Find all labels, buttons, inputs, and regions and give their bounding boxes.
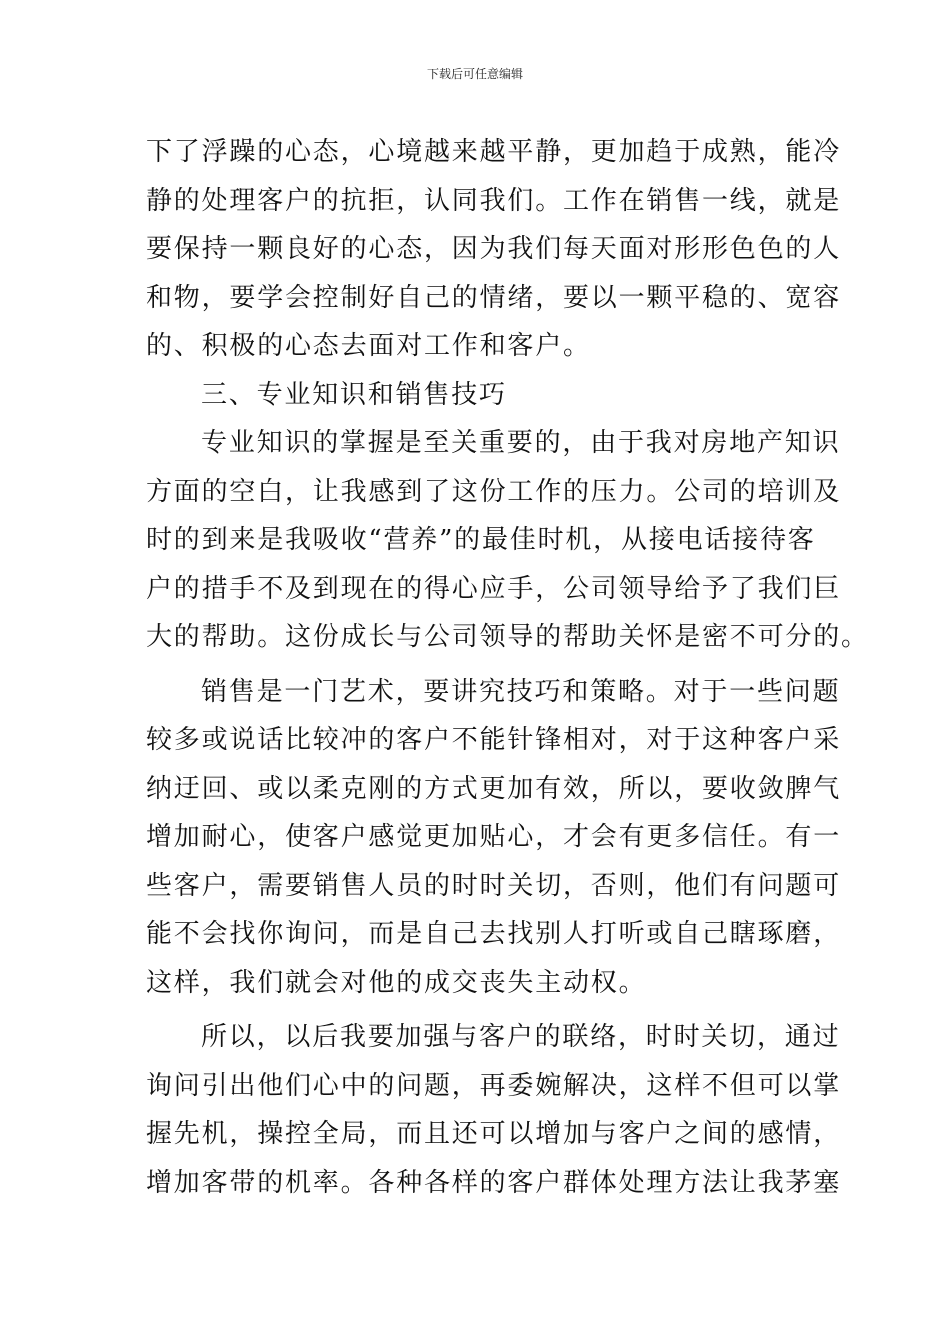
paragraph-line: 的、积极的心态去面对工作和客户。 bbox=[146, 331, 591, 361]
paragraph-line: 和物，要学会控制好自己的情绪，要以一颗平稳的、宽容 bbox=[146, 282, 842, 313]
section-heading: 三、专业知识和销售技巧 bbox=[201, 379, 507, 410]
paragraph-line: 所以，以后我要加强与客户的联络，时时关切，通过 bbox=[201, 1022, 841, 1052]
paragraph-line: 户的措手不及到现在的得心应手，公司领导给予了我们巨 bbox=[146, 573, 842, 604]
paragraph-line: 这样，我们就会对他的成交丧失主动权。 bbox=[146, 967, 647, 998]
paragraph-line: 时的到来是我吸收“营养”的最佳时机，从接电话接待客 bbox=[146, 525, 816, 555]
paragraph-line: 纳迂回、或以柔克刚的方式更加有效，所以，要收敛脾气 bbox=[146, 773, 842, 804]
paragraph-line: 销售是一门艺术，要讲究技巧和策略。对于一些问题 bbox=[201, 676, 841, 707]
paragraph-line: 大的帮助。这份成长与公司领导的帮助关怀是密不可分的。 bbox=[146, 622, 869, 652]
paragraph-line: 增加耐心，使客户感觉更加贴心，才会有更多信任。有一 bbox=[146, 822, 842, 852]
paragraph-line: 静的处理客户的抗拒，认同我们。工作在销售一线，就是 bbox=[146, 185, 842, 216]
paragraph-line: 询问引出他们心中的问题，再委婉解决，这样不但可以掌 bbox=[146, 1070, 842, 1101]
document-body bbox=[146, 128, 869, 1207]
paragraph-line: 较多或说话比较冲的客户不能针锋相对，对于这种客户采 bbox=[146, 725, 842, 755]
page-header: 下载后可任意编辑 bbox=[426, 67, 523, 81]
paragraph-line: 方面的空白，让我感到了这份工作的压力。公司的培训及 bbox=[146, 476, 842, 507]
paragraph-line: 些客户，需要销售人员的时时关切，否则，他们有问题可 bbox=[146, 870, 842, 901]
paragraph-line: 要保持一颗良好的心态，因为我们每天面对形形色色的人 bbox=[146, 234, 842, 264]
paragraph-line: 能不会找你询问，而是自己去找别人打听或自己瞎琢磨， bbox=[146, 919, 842, 949]
paragraph-line: 下了浮躁的心态，心境越来越平静，更加趋于成熟，能冷 bbox=[146, 137, 842, 167]
paragraph-line: 增加客带的机率。各种各样的客户群体处理方法让我茅塞 bbox=[146, 1167, 842, 1198]
paragraph-line: 专业知识的掌握是至关重要的，由于我对房地产知识 bbox=[201, 428, 841, 458]
paragraph-line: 握先机，操控全局，而且还可以增加与客户之间的感情， bbox=[146, 1119, 842, 1149]
